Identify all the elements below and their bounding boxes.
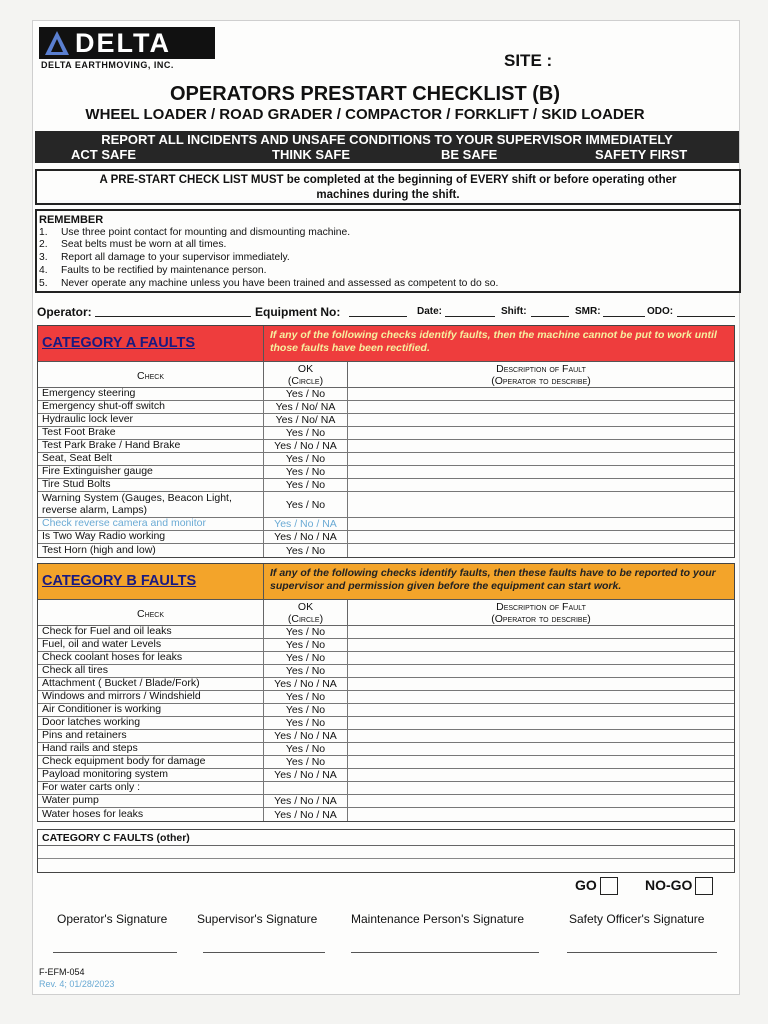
nogo-label: NO-GO xyxy=(645,877,693,893)
check-item: Door latches working xyxy=(38,717,264,729)
ok-options[interactable]: Yes / No xyxy=(264,466,348,478)
table-row xyxy=(38,544,734,557)
category-a-title: CATEGORY A FAULTS xyxy=(38,326,264,362)
supervisor-signature-label: Supervisor's Signature xyxy=(197,912,318,926)
equipment-types: WHEEL LOADER / ROAD GRADER / COMPACTOR / FORKLIFT / SKID LOADER xyxy=(85,106,645,123)
banner-be-safe: BE SAFE xyxy=(441,147,498,162)
fault-description-cell[interactable] xyxy=(348,626,734,638)
notice-line-1: A PRE-START CHECK LIST MUST be completed at the beginning of EVERY shift or before operating other xyxy=(99,174,677,186)
fault-description-cell[interactable] xyxy=(348,704,734,716)
fault-description-cell[interactable] xyxy=(348,678,734,690)
ok-column-header: OK (Circle) xyxy=(264,362,348,388)
revision-text: Rev. 4; 01/28/2023 xyxy=(39,979,115,989)
table-row xyxy=(38,427,734,440)
fault-description-cell[interactable] xyxy=(348,453,734,465)
fault-description-cell[interactable] xyxy=(348,691,734,703)
fault-description-cell[interactable] xyxy=(348,795,734,807)
date-label: Date: xyxy=(417,306,443,317)
remember-item xyxy=(39,227,739,240)
remember-item-number: 5. xyxy=(39,277,48,289)
go-label: GO xyxy=(575,877,597,893)
remember-item-number: 4. xyxy=(39,264,48,276)
company-name: DELTA EARTHMOVING, INC. xyxy=(41,60,174,70)
category-a-column-headers xyxy=(38,362,734,388)
nogo-option[interactable] xyxy=(645,877,713,895)
check-item: Is Two Way Radio working xyxy=(38,531,264,543)
smr-label: SMR: xyxy=(575,306,601,317)
go-checkbox[interactable] xyxy=(600,877,618,895)
description-column-header: Description of Fault (Operator to describe) xyxy=(491,601,591,625)
table-row xyxy=(38,466,734,479)
remember-heading: REMEMBER xyxy=(39,214,104,226)
remember-item-text: Use three point contact for mounting and dismounting machine. xyxy=(61,226,351,238)
check-item: Hydraulic lock lever xyxy=(38,414,264,426)
table-row xyxy=(38,808,734,821)
check-item: Air Conditioner is working xyxy=(38,704,264,716)
check-item: Hand rails and steps xyxy=(38,743,264,755)
description-column-header: Description of Fault (Operator to describe) xyxy=(491,363,591,387)
table-row xyxy=(38,639,734,652)
table-row xyxy=(38,730,734,743)
safety-banner xyxy=(35,131,739,163)
shift-label: Shift: xyxy=(501,306,527,317)
category-a-table xyxy=(37,325,735,558)
fault-description-cell[interactable] xyxy=(348,665,734,677)
category-c-box xyxy=(37,829,735,873)
ok-options[interactable]: Yes / No / NA xyxy=(264,769,348,781)
table-row xyxy=(38,743,734,756)
banner-think-safe: THINK SAFE xyxy=(272,147,350,162)
smr-field[interactable] xyxy=(603,305,645,317)
equipment-field[interactable] xyxy=(349,305,407,317)
table-row xyxy=(38,795,734,808)
remember-item xyxy=(39,252,739,265)
fault-description-cell[interactable] xyxy=(348,808,734,821)
check-item: Pins and retainers xyxy=(38,730,264,742)
form-code: F-EFM-054 xyxy=(39,967,85,977)
ok-options[interactable]: Yes / No/ NA xyxy=(264,414,348,426)
category-b-column-headers xyxy=(38,600,734,626)
remember-box xyxy=(35,209,741,293)
category-c-title: CATEGORY C FAULTS (other) xyxy=(38,830,734,846)
table-row xyxy=(38,626,734,639)
ok-options[interactable]: Yes / No / NA xyxy=(264,808,348,821)
operator-signature-label: Operator's Signature xyxy=(57,912,168,926)
category-b-table xyxy=(37,563,735,822)
table-row xyxy=(38,691,734,704)
remember-item-number: 1. xyxy=(39,226,48,238)
table-row xyxy=(38,704,734,717)
table-row xyxy=(38,769,734,782)
ok-options[interactable]: Yes / No xyxy=(264,704,348,716)
triangle-logo-icon xyxy=(44,30,70,56)
fault-description-cell[interactable] xyxy=(348,492,734,517)
banner-safety-first: SAFETY FIRST xyxy=(595,147,688,162)
table-row xyxy=(38,531,734,544)
fault-description-cell[interactable] xyxy=(348,518,734,530)
fault-description-cell[interactable] xyxy=(348,531,734,543)
fault-description-cell[interactable] xyxy=(348,717,734,729)
equipment-label: Equipment No: xyxy=(255,305,341,319)
ok-options[interactable]: Yes / No xyxy=(264,453,348,465)
go-option[interactable] xyxy=(575,877,618,895)
ok-options[interactable] xyxy=(264,782,348,794)
ok-options[interactable]: Yes / No xyxy=(264,492,348,517)
ok-column-header: OK (Circle) xyxy=(264,600,348,626)
fault-description-cell[interactable] xyxy=(348,639,734,651)
check-item: Attachment ( Bucket / Blade/Fork) xyxy=(38,678,264,690)
remember-item-number: 3. xyxy=(39,252,48,264)
check-item: Fuel, oil and water Levels xyxy=(38,639,264,651)
fault-description-cell[interactable] xyxy=(348,743,734,755)
check-column-header: Check xyxy=(38,600,264,626)
fault-description-cell[interactable] xyxy=(348,756,734,768)
delta-logo xyxy=(39,27,215,71)
fault-description-cell[interactable] xyxy=(348,466,734,478)
fault-description-cell[interactable] xyxy=(348,388,734,400)
category-a-note: If any of the following checks identify faults, then the machine cannot be put to work until those faults have been rectified. xyxy=(270,329,717,354)
maintenance-signature-line[interactable] xyxy=(351,952,539,953)
check-item: Check coolant hoses for leaks xyxy=(38,652,264,664)
logo-word: DELTA xyxy=(75,28,171,58)
fault-description-cell[interactable] xyxy=(348,544,734,557)
check-item: Test Park Brake / Hand Brake xyxy=(38,440,264,452)
operator-field[interactable] xyxy=(95,305,251,317)
table-row xyxy=(38,388,734,401)
ok-options[interactable]: Yes / No / NA xyxy=(264,730,348,742)
page-title: OPERATORS PRESTART CHECKLIST (B) xyxy=(169,83,560,105)
table-row xyxy=(38,492,734,518)
fault-description-cell[interactable] xyxy=(348,730,734,742)
ok-options[interactable]: Yes / No xyxy=(264,639,348,651)
check-item: Check for Fuel and oil leaks xyxy=(38,626,264,638)
ok-options[interactable]: Yes / No xyxy=(264,756,348,768)
notice-line-2: machines during the shift. xyxy=(316,189,460,201)
operator-info-line xyxy=(37,305,737,321)
check-column-header: Check xyxy=(38,362,264,388)
safety-officer-signature-line[interactable] xyxy=(567,952,717,953)
nogo-checkbox[interactable] xyxy=(695,877,713,895)
odo-label: ODO: xyxy=(647,306,674,317)
remember-item-text: Faults to be rectified by maintenance person. xyxy=(61,264,267,276)
check-item: Emergency shut-off switch xyxy=(38,401,264,413)
remember-item-number: 2. xyxy=(39,239,48,251)
ok-options[interactable]: Yes / No / NA xyxy=(264,678,348,690)
ok-options[interactable]: Yes / No / NA xyxy=(264,795,348,807)
ok-options[interactable]: Yes / No / NA xyxy=(264,531,348,543)
table-row xyxy=(38,440,734,453)
ok-options[interactable]: Yes / No xyxy=(264,544,348,557)
check-item: Payload monitoring system xyxy=(38,769,264,781)
ok-options[interactable]: Yes / No / NA xyxy=(264,518,348,530)
check-item: Test Horn (high and low) xyxy=(38,544,264,557)
fault-description-cell[interactable] xyxy=(348,652,734,664)
ok-options[interactable]: Yes / No / NA xyxy=(264,440,348,452)
fault-description-cell[interactable] xyxy=(348,427,734,439)
table-row xyxy=(38,414,734,427)
prestart-notice xyxy=(35,169,741,205)
remember-item xyxy=(39,278,739,291)
date-field[interactable] xyxy=(445,305,495,317)
fault-description-cell[interactable] xyxy=(348,440,734,452)
table-row xyxy=(38,678,734,691)
checklist-sheet xyxy=(32,20,740,995)
ok-options[interactable]: Yes / No xyxy=(264,717,348,729)
supervisor-signature-line[interactable] xyxy=(203,952,325,953)
safety-officer-signature-label: Safety Officer's Signature xyxy=(569,912,705,926)
table-row xyxy=(38,665,734,678)
ok-options[interactable]: Yes / No xyxy=(264,665,348,677)
category-b-title: CATEGORY B FAULTS xyxy=(38,564,264,600)
check-item: Windows and mirrors / Windshield xyxy=(38,691,264,703)
fault-description-cell[interactable] xyxy=(348,401,734,413)
ok-options[interactable]: Yes / No xyxy=(264,626,348,638)
ok-options[interactable]: Yes / No xyxy=(264,691,348,703)
ok-options[interactable]: Yes / No xyxy=(264,652,348,664)
ok-options[interactable]: Yes / No xyxy=(264,479,348,491)
table-row xyxy=(38,401,734,414)
site-label: SITE : xyxy=(504,51,553,70)
table-row xyxy=(38,479,734,492)
odo-field[interactable] xyxy=(677,305,735,317)
check-item: Test Foot Brake xyxy=(38,427,264,439)
check-item: Emergency steering xyxy=(38,388,264,400)
check-item: Water hoses for leaks xyxy=(38,808,264,821)
remember-item-text: Never operate any machine unless you have been trained and assessed as competent to do so. xyxy=(61,277,499,289)
category-c-line[interactable] xyxy=(38,859,734,872)
check-item: Check all tires xyxy=(38,665,264,677)
table-row xyxy=(38,782,734,795)
check-item: Fire Extinguisher gauge xyxy=(38,466,264,478)
remember-item xyxy=(39,239,739,252)
remember-item xyxy=(39,265,739,278)
table-row xyxy=(38,453,734,466)
fault-description-cell[interactable] xyxy=(348,414,734,426)
fault-description-cell[interactable] xyxy=(348,479,734,491)
fault-description-cell[interactable] xyxy=(348,769,734,781)
check-item: For water carts only : xyxy=(38,782,264,794)
ok-options[interactable]: Yes / No xyxy=(264,388,348,400)
check-item: Check equipment body for damage xyxy=(38,756,264,768)
remember-item-text: Report all damage to your supervisor immediately. xyxy=(61,252,290,264)
check-item: Warning System (Gauges, Beacon Light, reverse alarm, Lamps) xyxy=(38,492,264,517)
maintenance-signature-label: Maintenance Person's Signature xyxy=(351,912,525,926)
shift-field[interactable] xyxy=(531,305,569,317)
category-b-header xyxy=(38,564,734,600)
ok-options[interactable]: Yes / No xyxy=(264,427,348,439)
table-row xyxy=(38,717,734,730)
ok-options[interactable]: Yes / No/ NA xyxy=(264,401,348,413)
operator-signature-line[interactable] xyxy=(53,952,177,953)
table-row xyxy=(38,652,734,665)
check-item: Tire Stud Bolts xyxy=(38,479,264,491)
check-item: Water pump xyxy=(38,795,264,807)
banner-report-text: REPORT ALL INCIDENTS AND UNSAFE CONDITIONS TO YOUR SUPERVISOR IMMEDIATELY xyxy=(101,132,673,147)
fault-description-cell[interactable] xyxy=(348,782,734,794)
category-b-note: If any of the following checks identify faults, then these faults have to be reported to your supervisor and permission given before the equipment can start work. xyxy=(270,567,716,592)
table-row xyxy=(38,756,734,769)
check-item: Seat, Seat Belt xyxy=(38,453,264,465)
operator-label: Operator: xyxy=(37,305,92,319)
category-c-line[interactable] xyxy=(38,846,734,859)
check-item: Check reverse camera and monitor xyxy=(38,518,264,530)
banner-act-safe: ACT SAFE xyxy=(71,147,136,162)
remember-item-text: Seat belts must be worn at all times. xyxy=(61,239,227,251)
ok-options[interactable]: Yes / No xyxy=(264,743,348,755)
category-a-header xyxy=(38,326,734,362)
table-row xyxy=(38,518,734,531)
